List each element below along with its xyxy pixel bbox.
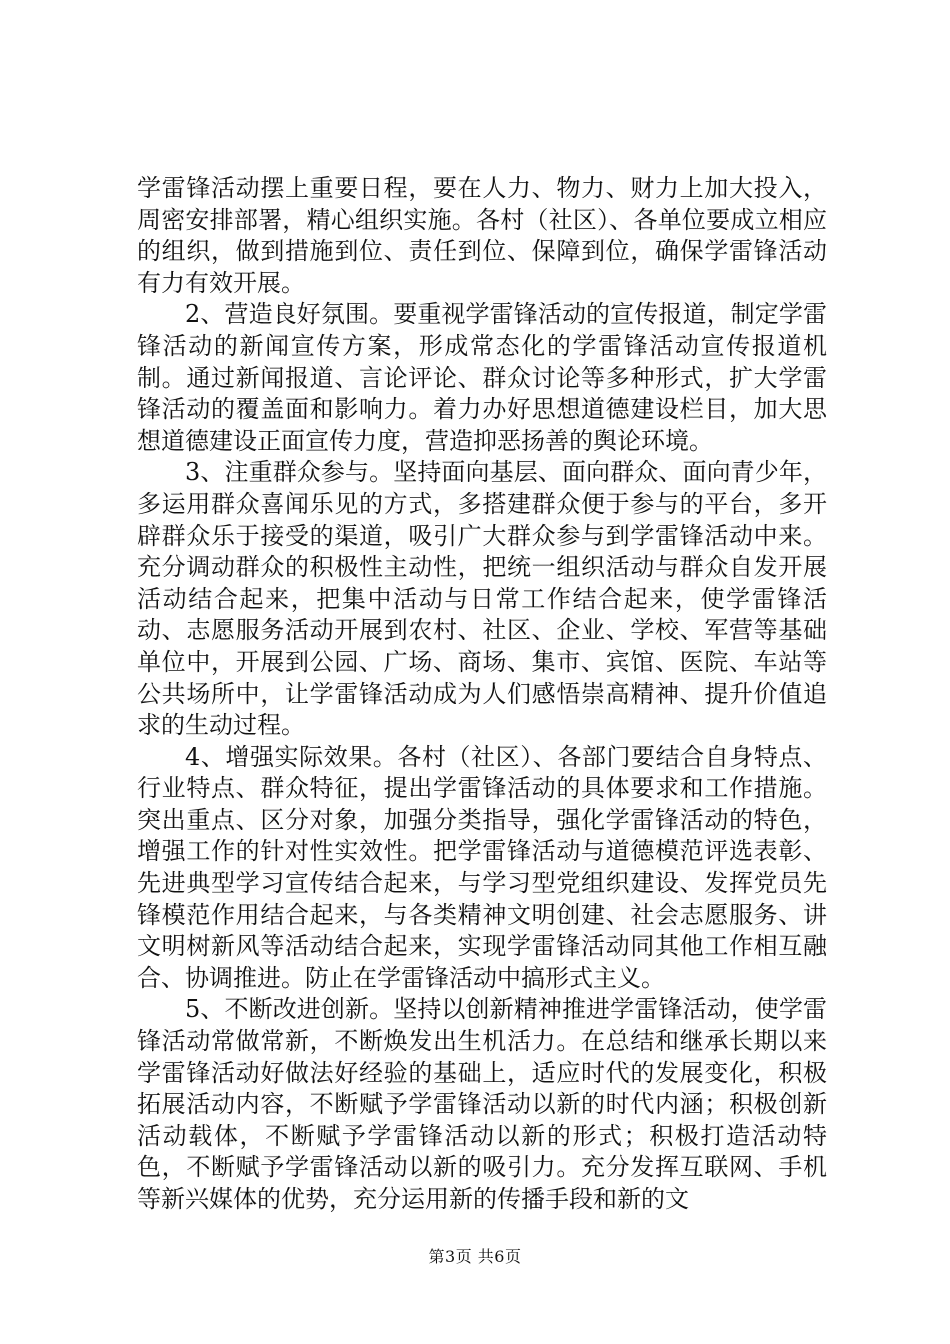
paragraph-atmosphere: 2、营造良好氛围。要重视学雷锋活动的宣传报道，制定学雷锋活动的新闻宣传方案，形成常态化的学雷锋活动宣传报道机制。通过新闻报道、言论评论、群众讨论等多种形式，扩大学雷锋活动的覆盖面和影响力。着力办好思想道德建设栏目，加大思想道德建设正面宣传力度，营造抑恶扬善的舆论环境。 — [137, 300, 827, 455]
document-body — [137, 173, 827, 1216]
paragraph-continuation: 学雷锋活动摆上重要日程，要在人力、物力、财力上加大投入，周密安排部署，精心组织实施。各村（社区）、各单位要成立相应的组织，做到措施到位、责任到位、保障到位，确保学雷锋活动有力有效开展。 — [137, 174, 827, 297]
paragraph-effectiveness: 4、增强实际效果。各村（社区）、各部门要结合自身特点、行业特点、群众特征，提出学雷锋活动的具体要求和工作措施。突出重点、区分对象，加强分类指导，强化学雷锋活动的特色，增强工作的针对性实效性。把学雷锋活动与道德模范评选表彰、先进典型学习宣传结合起来，与学习型党组织建设、发挥党员先锋模范作用结合起来，与各类精神文明创建、社会志愿服务、讲文明树新风等活动结合起来，实现学雷锋活动同其他工作相互融合、协调推进。防止在学雷锋活动中搞形式主义。 — [137, 742, 827, 992]
paragraph-participation: 3、注重群众参与。坚持面向基层、面向群众、面向青少年，多运用群众喜闻乐见的方式，多搭建群众便于参与的平台，多开辟群众乐于接受的渠道，吸引广大群众参与到学雷锋活动中来。充分调动群众的积极性主动性，把统一组织活动与群众自发开展活动结合起来，把集中活动与日常工作结合起来，使学雷锋活动、志愿服务活动开展到农村、社区、企业、学校、军营等基础单位中，开展到公园、广场、商场、集市、宾馆、医院、车站等公共场所中，让学雷锋活动成为人们感悟崇高精神、提升价值追求的生动过程。 — [137, 458, 827, 740]
paragraph-innovation: 5、不断改进创新。坚持以创新精神推进学雷锋活动，使学雷锋活动常做常新，不断焕发出生机活力。在总结和继承长期以来学雷锋活动好做法好经验的基础上，适应时代的发展变化，积极拓展活动内容，不断赋予学雷锋活动以新的时代内涵；积极创新活动载体，不断赋予学雷锋活动以新的形式；积极打造活动特色，不断赋予学雷锋活动以新的吸引力。充分发挥互联网、手机等新兴媒体的优势，充分运用新的传播手段和新的文 — [137, 995, 827, 1213]
page-footer: 第3页 共6页 — [428, 1247, 522, 1266]
